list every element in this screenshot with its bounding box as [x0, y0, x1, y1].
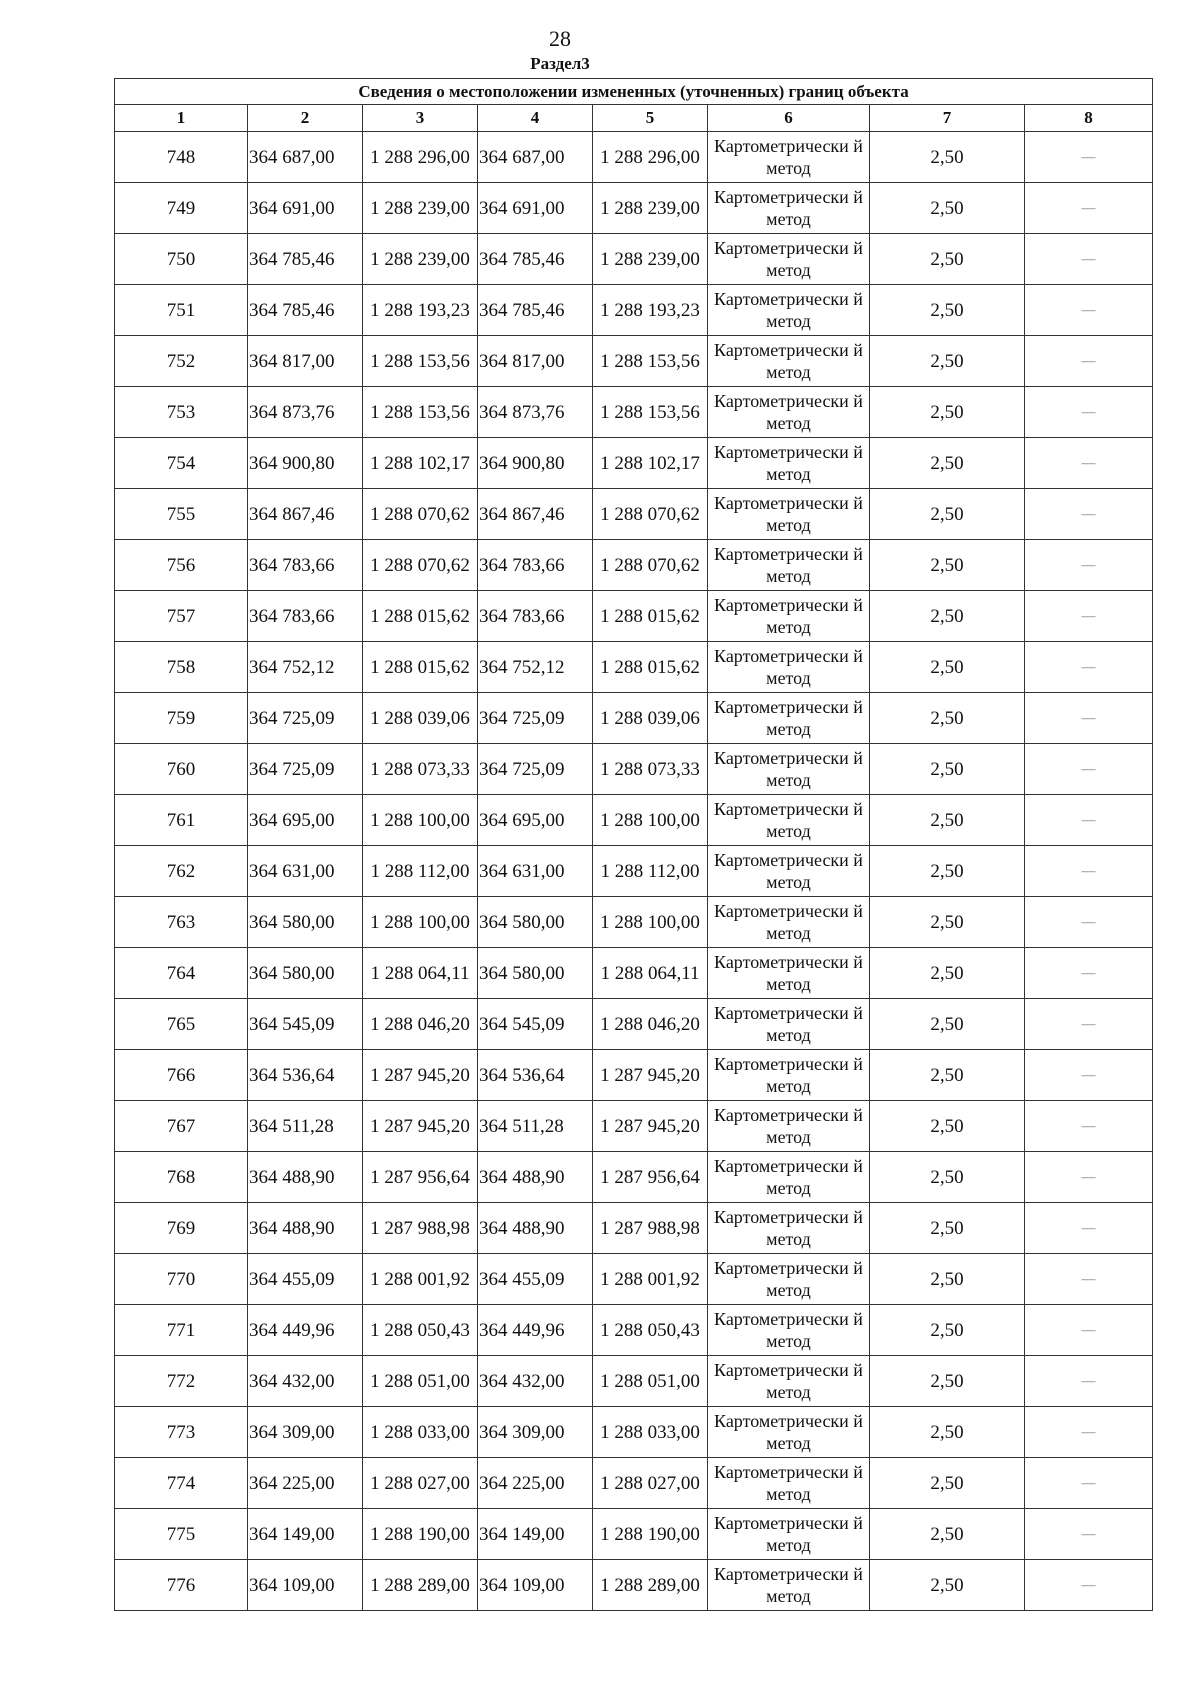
- cell-x-new: 364 580,00: [478, 948, 593, 999]
- table-row: [115, 132, 1153, 183]
- table-row: [115, 744, 1153, 795]
- cell-point-number: 749: [115, 183, 248, 234]
- cell-method: Картометрически й метод: [708, 1458, 870, 1509]
- cell-x-existing: 364 687,00: [248, 132, 363, 183]
- cell-point-number: 771: [115, 1305, 248, 1356]
- table-row: [115, 387, 1153, 438]
- cell-x-existing: 364 449,96: [248, 1305, 363, 1356]
- cell-precision: 2,50: [870, 795, 1025, 846]
- boundary-coordinates-table: [114, 78, 1153, 1611]
- cell-note: —: [1025, 285, 1153, 336]
- table-row: [115, 336, 1153, 387]
- cell-precision: 2,50: [870, 1101, 1025, 1152]
- cell-note: —: [1025, 897, 1153, 948]
- cell-point-number: 768: [115, 1152, 248, 1203]
- cell-x-new: 364 580,00: [478, 897, 593, 948]
- cell-method: Картометрически й метод: [708, 132, 870, 183]
- table-caption: Сведения о местоположении измененных (уточненных) границ объекта: [115, 79, 1153, 105]
- cell-point-number: 769: [115, 1203, 248, 1254]
- cell-y-new: 1 288 102,17: [593, 438, 708, 489]
- cell-x-existing: 364 432,00: [248, 1356, 363, 1407]
- cell-point-number: 765: [115, 999, 248, 1050]
- table-row: [115, 1101, 1153, 1152]
- cell-x-existing: 364 752,12: [248, 642, 363, 693]
- cell-y-existing: 1 288 070,62: [363, 489, 478, 540]
- cell-precision: 2,50: [870, 1509, 1025, 1560]
- cell-precision: 2,50: [870, 1203, 1025, 1254]
- cell-point-number: 763: [115, 897, 248, 948]
- cell-x-existing: 364 900,80: [248, 438, 363, 489]
- cell-note: —: [1025, 1407, 1153, 1458]
- cell-y-existing: 1 288 051,00: [363, 1356, 478, 1407]
- table-row: [115, 234, 1153, 285]
- cell-x-existing: 364 109,00: [248, 1560, 363, 1611]
- cell-x-existing: 364 783,66: [248, 591, 363, 642]
- cell-method: Картометрически й метод: [708, 693, 870, 744]
- cell-method: Картометрически й метод: [708, 744, 870, 795]
- cell-y-new: 1 288 039,06: [593, 693, 708, 744]
- cell-precision: 2,50: [870, 1254, 1025, 1305]
- cell-note: —: [1025, 1101, 1153, 1152]
- cell-x-existing: 364 545,09: [248, 999, 363, 1050]
- cell-precision: 2,50: [870, 336, 1025, 387]
- cell-x-existing: 364 225,00: [248, 1458, 363, 1509]
- cell-x-new: 364 225,00: [478, 1458, 593, 1509]
- cell-x-existing: 364 695,00: [248, 795, 363, 846]
- cell-precision: 2,50: [870, 948, 1025, 999]
- cell-point-number: 748: [115, 132, 248, 183]
- cell-method: Картометрически й метод: [708, 591, 870, 642]
- cell-method: Картометрически й метод: [708, 897, 870, 948]
- table-row: [115, 795, 1153, 846]
- cell-point-number: 755: [115, 489, 248, 540]
- cell-x-new: 364 631,00: [478, 846, 593, 897]
- cell-y-existing: 1 288 190,00: [363, 1509, 478, 1560]
- cell-x-new: 364 873,76: [478, 387, 593, 438]
- cell-point-number: 752: [115, 336, 248, 387]
- cell-precision: 2,50: [870, 234, 1025, 285]
- cell-x-existing: 364 783,66: [248, 540, 363, 591]
- cell-point-number: 754: [115, 438, 248, 489]
- cell-x-existing: 364 631,00: [248, 846, 363, 897]
- cell-precision: 2,50: [870, 285, 1025, 336]
- cell-point-number: 753: [115, 387, 248, 438]
- cell-y-existing: 1 288 239,00: [363, 183, 478, 234]
- table-row: [115, 1356, 1153, 1407]
- cell-y-existing: 1 288 046,20: [363, 999, 478, 1050]
- cell-method: Картометрически й метод: [708, 183, 870, 234]
- cell-y-existing: 1 288 153,56: [363, 387, 478, 438]
- cell-precision: 2,50: [870, 999, 1025, 1050]
- cell-point-number: 758: [115, 642, 248, 693]
- cell-y-new: 1 288 015,62: [593, 591, 708, 642]
- table-row: [115, 285, 1153, 336]
- cell-y-new: 1 288 027,00: [593, 1458, 708, 1509]
- cell-x-existing: 364 488,90: [248, 1152, 363, 1203]
- cell-y-existing: 1 287 956,64: [363, 1152, 478, 1203]
- cell-method: Картометрически й метод: [708, 999, 870, 1050]
- cell-y-new: 1 288 046,20: [593, 999, 708, 1050]
- cell-precision: 2,50: [870, 1560, 1025, 1611]
- cell-x-existing: 364 785,46: [248, 285, 363, 336]
- cell-note: —: [1025, 999, 1153, 1050]
- cell-note: —: [1025, 846, 1153, 897]
- column-number-4: 4: [478, 105, 593, 132]
- cell-y-new: 1 288 070,62: [593, 489, 708, 540]
- cell-y-existing: 1 288 289,00: [363, 1560, 478, 1611]
- cell-x-existing: 364 455,09: [248, 1254, 363, 1305]
- section-title: Раздел3: [530, 54, 590, 73]
- cell-precision: 2,50: [870, 1356, 1025, 1407]
- cell-x-new: 364 455,09: [478, 1254, 593, 1305]
- cell-note: —: [1025, 1509, 1153, 1560]
- table-row: [115, 897, 1153, 948]
- cell-y-new: 1 288 112,00: [593, 846, 708, 897]
- cell-note: —: [1025, 795, 1153, 846]
- cell-note: —: [1025, 948, 1153, 999]
- cell-y-new: 1 288 001,92: [593, 1254, 708, 1305]
- cell-precision: 2,50: [870, 387, 1025, 438]
- cell-precision: 2,50: [870, 540, 1025, 591]
- cell-method: Картометрически й метод: [708, 1152, 870, 1203]
- cell-note: —: [1025, 1458, 1153, 1509]
- cell-x-new: 364 725,09: [478, 744, 593, 795]
- cell-point-number: 772: [115, 1356, 248, 1407]
- cell-point-number: 750: [115, 234, 248, 285]
- cell-method: Картометрически й метод: [708, 1254, 870, 1305]
- cell-method: Картометрически й метод: [708, 234, 870, 285]
- cell-y-existing: 1 288 064,11: [363, 948, 478, 999]
- cell-y-new: 1 288 289,00: [593, 1560, 708, 1611]
- cell-y-new: 1 288 073,33: [593, 744, 708, 795]
- cell-note: —: [1025, 642, 1153, 693]
- cell-y-new: 1 288 153,56: [593, 336, 708, 387]
- cell-y-new: 1 287 988,98: [593, 1203, 708, 1254]
- cell-y-new: 1 288 033,00: [593, 1407, 708, 1458]
- cell-note: —: [1025, 693, 1153, 744]
- table-row: [115, 999, 1153, 1050]
- cell-method: Картометрически й метод: [708, 387, 870, 438]
- cell-y-existing: 1 288 112,00: [363, 846, 478, 897]
- cell-precision: 2,50: [870, 591, 1025, 642]
- cell-note: —: [1025, 438, 1153, 489]
- cell-point-number: 757: [115, 591, 248, 642]
- cell-y-existing: 1 288 015,62: [363, 591, 478, 642]
- cell-y-new: 1 288 100,00: [593, 795, 708, 846]
- cell-y-existing: 1 288 050,43: [363, 1305, 478, 1356]
- cell-y-new: 1 287 945,20: [593, 1101, 708, 1152]
- column-number-6: 6: [708, 105, 870, 132]
- cell-x-existing: 364 580,00: [248, 948, 363, 999]
- cell-note: —: [1025, 387, 1153, 438]
- cell-x-new: 364 545,09: [478, 999, 593, 1050]
- cell-precision: 2,50: [870, 1050, 1025, 1101]
- cell-method: Картометрически й метод: [708, 1203, 870, 1254]
- cell-x-new: 364 725,09: [478, 693, 593, 744]
- cell-x-new: 364 309,00: [478, 1407, 593, 1458]
- cell-y-existing: 1 288 100,00: [363, 795, 478, 846]
- table-row: [115, 1458, 1153, 1509]
- cell-x-new: 364 783,66: [478, 591, 593, 642]
- cell-y-existing: 1 288 015,62: [363, 642, 478, 693]
- table-row: [115, 1305, 1153, 1356]
- cell-method: Картометрически й метод: [708, 642, 870, 693]
- cell-y-new: 1 288 100,00: [593, 897, 708, 948]
- cell-note: —: [1025, 489, 1153, 540]
- table-row: [115, 948, 1153, 999]
- cell-note: —: [1025, 1305, 1153, 1356]
- cell-x-new: 364 449,96: [478, 1305, 593, 1356]
- cell-method: Картометрически й метод: [708, 336, 870, 387]
- cell-y-existing: 1 287 988,98: [363, 1203, 478, 1254]
- cell-y-existing: 1 288 070,62: [363, 540, 478, 591]
- cell-x-new: 364 511,28: [478, 1101, 593, 1152]
- cell-y-new: 1 287 945,20: [593, 1050, 708, 1101]
- cell-note: —: [1025, 1152, 1153, 1203]
- table-row: [115, 540, 1153, 591]
- column-number-5: 5: [593, 105, 708, 132]
- cell-y-existing: 1 287 945,20: [363, 1101, 478, 1152]
- cell-y-new: 1 288 070,62: [593, 540, 708, 591]
- column-number-3: 3: [363, 105, 478, 132]
- table-row: [115, 1509, 1153, 1560]
- cell-x-existing: 364 867,46: [248, 489, 363, 540]
- cell-note: —: [1025, 1203, 1153, 1254]
- cell-x-existing: 364 511,28: [248, 1101, 363, 1152]
- table-row: [115, 489, 1153, 540]
- cell-x-new: 364 783,66: [478, 540, 593, 591]
- cell-y-new: 1 288 193,23: [593, 285, 708, 336]
- cell-x-existing: 364 785,46: [248, 234, 363, 285]
- cell-y-new: 1 288 190,00: [593, 1509, 708, 1560]
- cell-method: Картометрически й метод: [708, 1407, 870, 1458]
- cell-x-new: 364 785,46: [478, 285, 593, 336]
- cell-y-new: 1 288 050,43: [593, 1305, 708, 1356]
- cell-y-new: 1 288 015,62: [593, 642, 708, 693]
- column-number-8: 8: [1025, 105, 1153, 132]
- cell-method: Картометрически й метод: [708, 1509, 870, 1560]
- cell-precision: 2,50: [870, 846, 1025, 897]
- cell-y-new: 1 288 239,00: [593, 183, 708, 234]
- cell-note: —: [1025, 1050, 1153, 1101]
- cell-method: Картометрически й метод: [708, 489, 870, 540]
- cell-y-existing: 1 288 153,56: [363, 336, 478, 387]
- cell-y-existing: 1 288 296,00: [363, 132, 478, 183]
- cell-x-new: 364 691,00: [478, 183, 593, 234]
- cell-x-new: 364 488,90: [478, 1203, 593, 1254]
- cell-y-existing: 1 288 073,33: [363, 744, 478, 795]
- cell-y-new: 1 288 064,11: [593, 948, 708, 999]
- table-row: [115, 591, 1153, 642]
- cell-y-existing: 1 288 033,00: [363, 1407, 478, 1458]
- cell-x-new: 364 432,00: [478, 1356, 593, 1407]
- cell-method: Картометрически й метод: [708, 795, 870, 846]
- table-row: [115, 846, 1153, 897]
- table-row: [115, 1152, 1153, 1203]
- cell-note: —: [1025, 591, 1153, 642]
- cell-point-number: 766: [115, 1050, 248, 1101]
- column-number-7: 7: [870, 105, 1025, 132]
- cell-y-new: 1 288 296,00: [593, 132, 708, 183]
- table-row: [115, 1203, 1153, 1254]
- cell-y-existing: 1 288 193,23: [363, 285, 478, 336]
- cell-x-new: 364 752,12: [478, 642, 593, 693]
- cell-point-number: 773: [115, 1407, 248, 1458]
- cell-x-new: 364 536,64: [478, 1050, 593, 1101]
- cell-point-number: 776: [115, 1560, 248, 1611]
- cell-y-existing: 1 288 102,17: [363, 438, 478, 489]
- cell-y-existing: 1 288 100,00: [363, 897, 478, 948]
- cell-note: —: [1025, 132, 1153, 183]
- cell-point-number: 762: [115, 846, 248, 897]
- cell-x-new: 364 695,00: [478, 795, 593, 846]
- cell-x-new: 364 109,00: [478, 1560, 593, 1611]
- cell-method: Картометрически й метод: [708, 540, 870, 591]
- cell-y-existing: 1 288 239,00: [363, 234, 478, 285]
- cell-x-existing: 364 309,00: [248, 1407, 363, 1458]
- column-number-1: 1: [115, 105, 248, 132]
- cell-precision: 2,50: [870, 897, 1025, 948]
- cell-x-existing: 364 580,00: [248, 897, 363, 948]
- cell-x-existing: 364 725,09: [248, 693, 363, 744]
- cell-x-existing: 364 817,00: [248, 336, 363, 387]
- cell-note: —: [1025, 336, 1153, 387]
- cell-x-new: 364 149,00: [478, 1509, 593, 1560]
- table-row: [115, 183, 1153, 234]
- cell-point-number: 767: [115, 1101, 248, 1152]
- cell-point-number: 774: [115, 1458, 248, 1509]
- cell-x-new: 364 488,90: [478, 1152, 593, 1203]
- cell-y-new: 1 288 153,56: [593, 387, 708, 438]
- cell-method: Картометрически й метод: [708, 1560, 870, 1611]
- cell-point-number: 764: [115, 948, 248, 999]
- table-row: [115, 642, 1153, 693]
- cell-note: —: [1025, 744, 1153, 795]
- table-row: [115, 693, 1153, 744]
- cell-point-number: 761: [115, 795, 248, 846]
- cell-x-new: 364 785,46: [478, 234, 593, 285]
- cell-x-new: 364 687,00: [478, 132, 593, 183]
- cell-precision: 2,50: [870, 642, 1025, 693]
- cell-note: —: [1025, 1560, 1153, 1611]
- cell-y-new: 1 288 051,00: [593, 1356, 708, 1407]
- cell-precision: 2,50: [870, 693, 1025, 744]
- cell-y-new: 1 288 239,00: [593, 234, 708, 285]
- cell-y-existing: 1 288 001,92: [363, 1254, 478, 1305]
- cell-method: Картометрически й метод: [708, 1305, 870, 1356]
- cell-x-existing: 364 873,76: [248, 387, 363, 438]
- cell-note: —: [1025, 540, 1153, 591]
- cell-note: —: [1025, 1254, 1153, 1305]
- cell-x-existing: 364 725,09: [248, 744, 363, 795]
- cell-note: —: [1025, 183, 1153, 234]
- cell-y-existing: 1 287 945,20: [363, 1050, 478, 1101]
- cell-method: Картометрически й метод: [708, 948, 870, 999]
- cell-point-number: 770: [115, 1254, 248, 1305]
- cell-precision: 2,50: [870, 183, 1025, 234]
- cell-method: Картометрически й метод: [708, 1356, 870, 1407]
- cell-point-number: 760: [115, 744, 248, 795]
- cell-y-new: 1 287 956,64: [593, 1152, 708, 1203]
- cell-method: Картометрически й метод: [708, 1101, 870, 1152]
- page-number: 28: [549, 26, 571, 51]
- cell-method: Картометрически й метод: [708, 285, 870, 336]
- cell-precision: 2,50: [870, 1305, 1025, 1356]
- table-row: [115, 1254, 1153, 1305]
- cell-note: —: [1025, 234, 1153, 285]
- cell-x-existing: 364 488,90: [248, 1203, 363, 1254]
- cell-x-existing: 364 149,00: [248, 1509, 363, 1560]
- column-number-2: 2: [248, 105, 363, 132]
- cell-precision: 2,50: [870, 489, 1025, 540]
- table-row: [115, 1050, 1153, 1101]
- cell-precision: 2,50: [870, 1152, 1025, 1203]
- cell-note: —: [1025, 1356, 1153, 1407]
- cell-precision: 2,50: [870, 1458, 1025, 1509]
- cell-x-new: 364 817,00: [478, 336, 593, 387]
- cell-x-new: 364 900,80: [478, 438, 593, 489]
- cell-x-existing: 364 691,00: [248, 183, 363, 234]
- cell-x-existing: 364 536,64: [248, 1050, 363, 1101]
- cell-point-number: 751: [115, 285, 248, 336]
- cell-precision: 2,50: [870, 132, 1025, 183]
- cell-method: Картометрически й метод: [708, 1050, 870, 1101]
- cell-point-number: 759: [115, 693, 248, 744]
- table-row: [115, 438, 1153, 489]
- cell-point-number: 775: [115, 1509, 248, 1560]
- cell-x-new: 364 867,46: [478, 489, 593, 540]
- cell-y-existing: 1 288 027,00: [363, 1458, 478, 1509]
- cell-precision: 2,50: [870, 438, 1025, 489]
- cell-precision: 2,50: [870, 1407, 1025, 1458]
- cell-precision: 2,50: [870, 744, 1025, 795]
- table-row: [115, 1560, 1153, 1611]
- cell-y-existing: 1 288 039,06: [363, 693, 478, 744]
- table-row: [115, 1407, 1153, 1458]
- cell-method: Картометрически й метод: [708, 846, 870, 897]
- cell-method: Картометрически й метод: [708, 438, 870, 489]
- cell-point-number: 756: [115, 540, 248, 591]
